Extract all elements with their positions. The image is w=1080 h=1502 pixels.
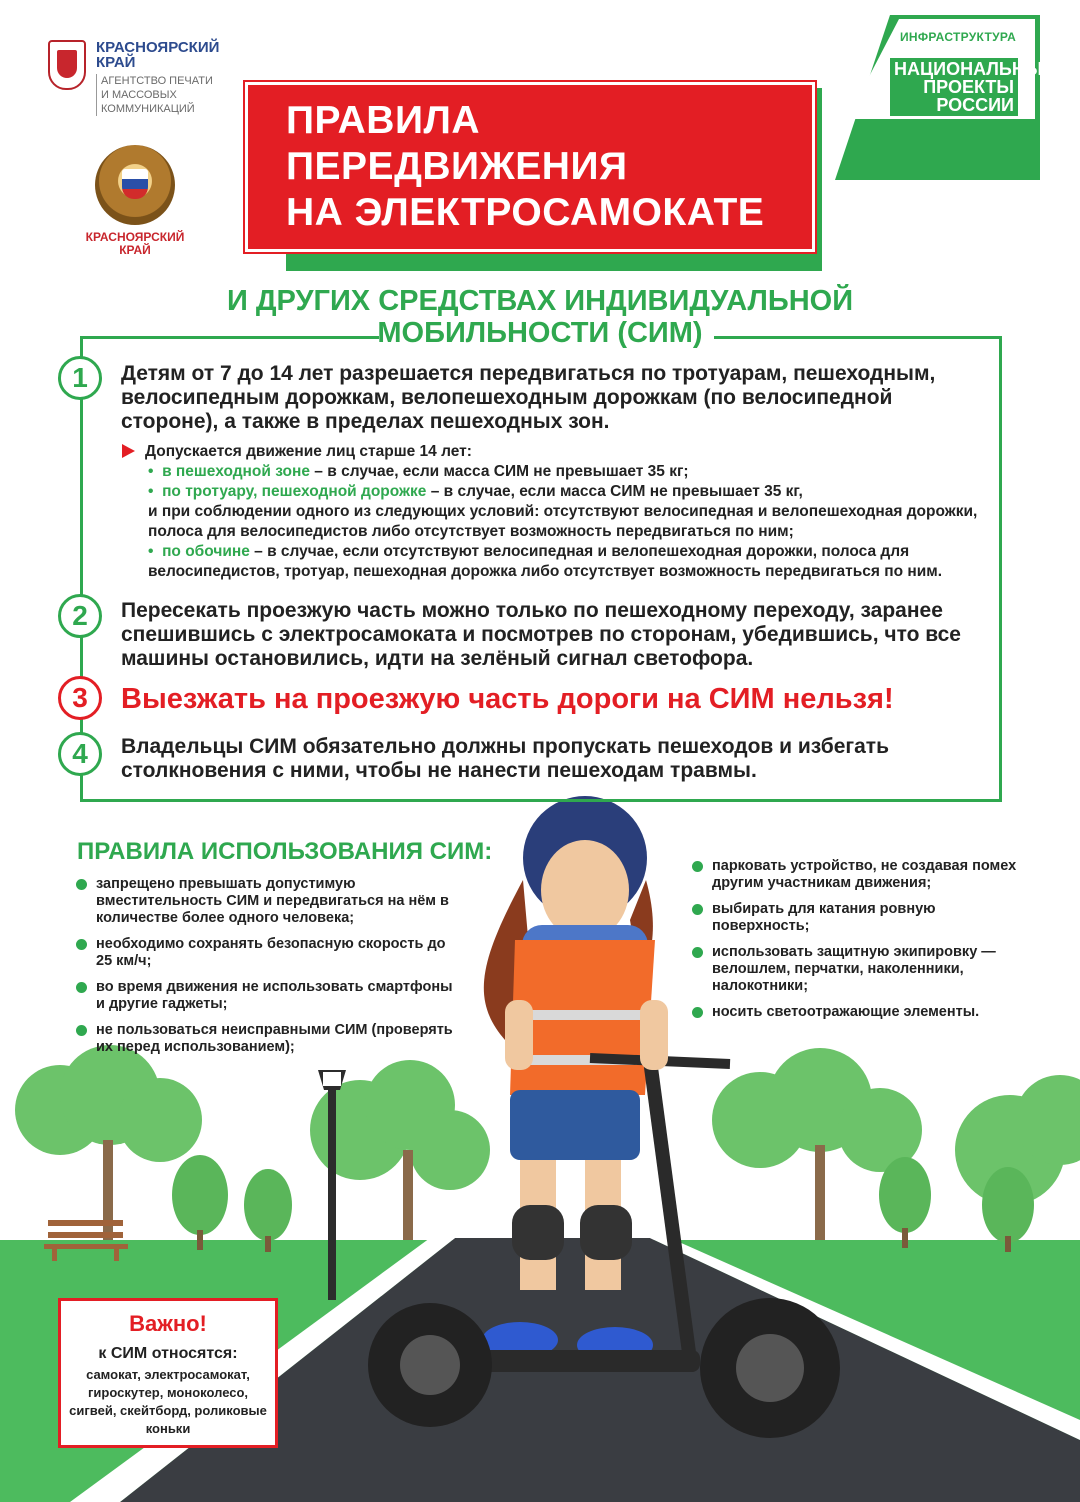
list-item: запрещено превышать допустимую вместительность СИМ и передвигаться на нём в количестве более одного человека;: [76, 876, 456, 927]
krasnoyarsk-logo: [48, 40, 226, 116]
detail-3-rest: – в случае, если отсутствуют велосипедная и велопешеходная дорожки, полоса для: [249, 543, 910, 560]
details-intro: Допускается движение лиц старше 14 лет:: [145, 443, 472, 460]
rule-1-text: Детям от 7 до 14 лет разрешается передвигаться по тротуарам, пешеходным, велосипедным дорожкам, велопешеходным дорожкам (по велосипедной стороне), а также в пределах пешеходных зон.: [121, 362, 936, 433]
subtitle-line-1: И ДРУГИХ СРЕДСТВАХ ИНДИВИДУАЛЬНОЙ: [226, 285, 854, 317]
rule-2-text: Пересекать проезжую часть можно только по пешеходному переходу, заранее спешившись с электросамоката и посмотрев по сторонам, убедившись, что все машины остановились, идти на зелёный сигнал светофора.: [121, 599, 961, 670]
rule-4-text: Владельцы СИМ обязательно должны пропускать пешеходов и избегать столкновения с ними, чтобы не нанести пешеходам травмы.: [121, 735, 889, 782]
usage-list-right: [692, 858, 1022, 1030]
list-item: выбирать для катания ровную поверхность;: [692, 901, 1022, 935]
list-item: парковать устройство, не создавая помех другим участникам движения;: [692, 858, 1022, 892]
gibdd-emblem-block: [80, 145, 190, 257]
title-banner: [245, 82, 815, 252]
detail-3-continuation: велосипедистов, тротуар, пешеходная дорожка либо отсутствует возможность передвигаться по ним.: [148, 563, 943, 580]
list-item: во время движения не использовать смартфоны и другие гаджеты;: [76, 979, 456, 1013]
org-title: КРАСНОЯРСКИЙ КРАЙ: [96, 39, 220, 71]
rule-number-4: 4: [58, 732, 102, 776]
list-item: не пользоваться неисправными СИМ (проверять их перед использованием);: [76, 1022, 456, 1056]
rule-3-text: Выезжать на проезжую часть дороги на СИМ нельзя!: [121, 683, 894, 715]
important-list: самокат, электросамокат, гироскутер, моноколесо, сигвей, скейтборд, роликовые коньки: [69, 1367, 267, 1436]
subtitle-line-2: МОБИЛЬНОСТИ (СИМ): [377, 317, 703, 349]
rule-number-3: 3: [58, 676, 102, 720]
list-item: необходимо сохранять безопасную скорость до 25 км/ч;: [76, 936, 456, 970]
list-item: носить светоотражающие элементы.: [692, 1004, 1022, 1021]
gibdd-label: КРАСНОЯРСКИЙ КРАЙ: [85, 230, 185, 257]
detail-2-continuation: и при соблюдении одного из следующих условий: отсутствуют велосипедная и велопешеходная дорожки, полоса для велосипедистов либо отсутствует возможность передвигаться по ним;: [148, 503, 978, 540]
important-sub: к СИМ относятся:: [98, 1345, 238, 1362]
important-box: [58, 1298, 278, 1448]
list-item: использовать защитную экипировку — велошлем, перчатки, наколенники, налокотники;: [692, 944, 1022, 995]
title-line-2: НА ЭЛЕКТРОСАМОКАТЕ: [286, 191, 765, 234]
coat-of-arms-icon: [48, 40, 86, 90]
np-name: НАЦИОНАЛЬНЫЕ ПРОЕКТЫ РОССИИ: [890, 58, 1018, 116]
detail-3-lead: по обочине: [162, 543, 250, 560]
rule-number-1: 1: [58, 356, 102, 400]
detail-2-rest: – в случае, если масса СИМ не превышает 35 кг,: [426, 483, 803, 500]
red-arrow-icon: [122, 444, 135, 458]
detail-2-lead: по тротуару, пешеходной дорожке: [162, 483, 427, 500]
title-line-1: ПРАВИЛА ПЕРЕДВИЖЕНИЯ: [286, 99, 628, 188]
rule-number-2: 2: [58, 594, 102, 638]
important-heading: Важно!: [129, 1311, 207, 1336]
np-category: ИНФРАСТРУКТУРА: [900, 30, 1017, 44]
detail-1-rest: – в случае, если масса СИМ не превышает 35 кг;: [310, 463, 689, 480]
usage-list-left: [76, 876, 456, 1065]
gibdd-emblem-icon: [95, 145, 175, 225]
usage-title: ПРАВИЛА ИСПОЛЬЗОВАНИЯ СИМ:: [77, 838, 493, 865]
detail-1-lead: в пешеходной зоне: [162, 463, 310, 480]
rule-1-details: Допускается движение лиц старше 14 лет: • в пешеходной зоне – в случае, если масса СИМ не превышает 35 кг; • по тротуару, пешеходной дорожке – в случае, если масса СИМ не превышает 35 кг, и при соблюдении одного из следующих условий: отсутствуют велосипедная и велопешеходная дорожки, полоса для велосипедистов либо отсутствует возможность передвигаться по ним; • по обочине – в случае, если отсутствуют велосипедная и велопешеходная дорожки, полоса для велосипедистов, тротуар, пешеходная дорожка либо отсутствует возможность передвигаться по ним.: [122, 442, 992, 582]
org-subtitle: АГЕНТСТВО ПЕЧАТИ И МАССОВЫХ КОММУНИКАЦИЙ: [96, 74, 221, 116]
